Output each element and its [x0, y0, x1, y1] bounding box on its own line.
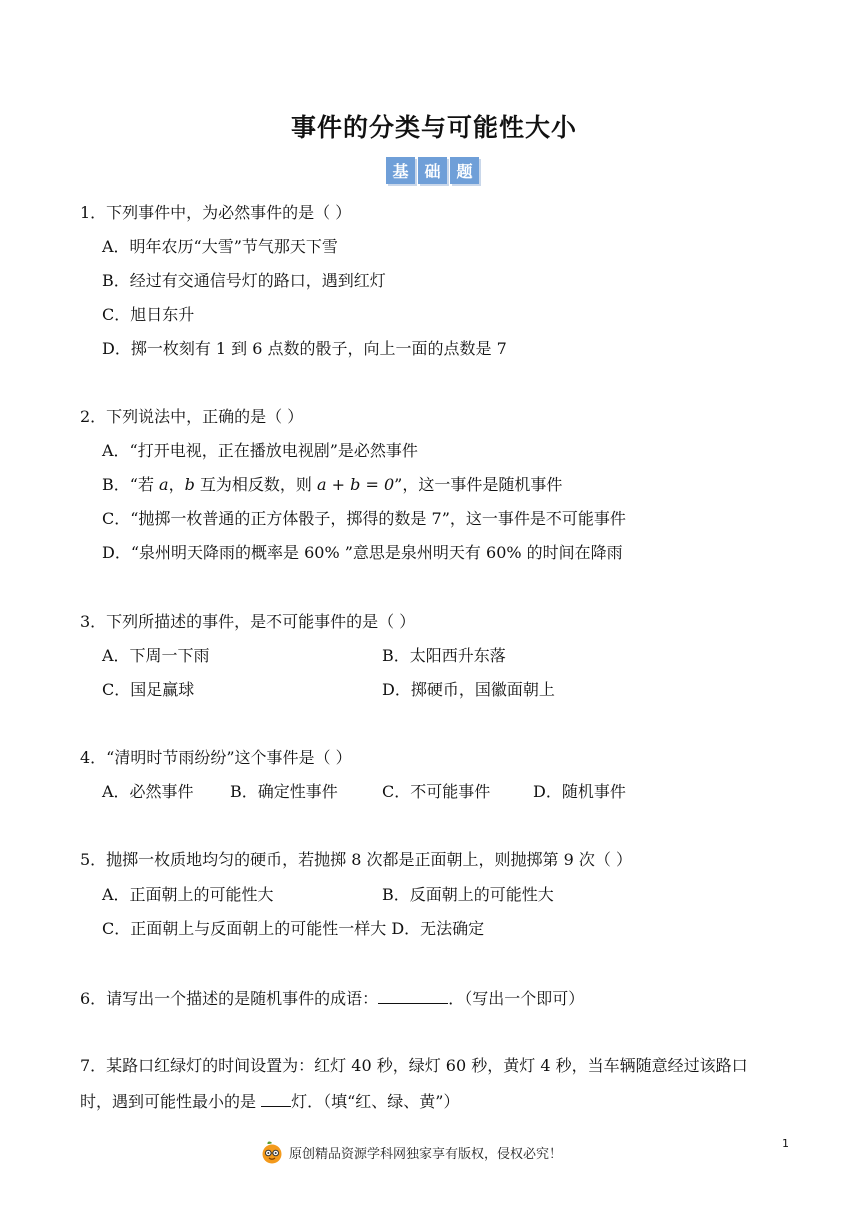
- question-6-text: 6．请写出一个描述的是随机事件的成语：: [80, 989, 379, 1008]
- question-1-option-d: D．掷一枚刻有 1 到 6 点数的骰子，向上一面的点数是 7: [102, 339, 507, 358]
- question-5-stem: 5．抛掷一枚质地均匀的硬币，若抛掷 8 次都是正面朝上，则抛掷第 9 次（ ）: [80, 850, 632, 869]
- page-title: 事件的分类与可能性大小: [290, 113, 577, 142]
- option-b-text-3: ”，这一事件是随机事件: [394, 475, 563, 494]
- section-badge-group: [386, 157, 479, 184]
- question-6: [80, 987, 584, 1009]
- question-2-option-b: [102, 475, 562, 495]
- question-4-option-c: C．不可能事件: [382, 782, 491, 801]
- option-b-comma: ，: [168, 475, 185, 494]
- question-1-option-c: C．旭日东升: [102, 305, 195, 324]
- question-6-text-end: ．（写出一个即可）: [448, 989, 585, 1008]
- question-1-option-a: A．明年农历“大雪”节气那天下雪: [102, 237, 338, 256]
- question-2-option-d: D．“泉州明天降雨的概率是 60% ”意思是泉州明天有 60% 的时间在降雨: [102, 543, 623, 562]
- question-4-stem: 4．“清明时节雨纷纷”这个事件是（ ）: [80, 748, 352, 767]
- question-7-text: 时，遇到可能性最小的是: [80, 1092, 262, 1111]
- variable-b: b: [184, 475, 195, 494]
- answer-blank[interactable]: [378, 987, 448, 1004]
- footer: [260, 1140, 562, 1164]
- question-4-option-a: A．必然事件: [102, 782, 194, 801]
- question-5-option-a: A．正面朝上的可能性大: [102, 885, 274, 904]
- question-1-stem: 1．下列事件中，为必然事件的是（ ）: [80, 203, 352, 222]
- question-7-line-2: [80, 1090, 459, 1112]
- question-4-option-d: D．随机事件: [533, 782, 626, 801]
- question-1-option-b: B．经过有交通信号灯的路口，遇到红灯: [102, 271, 386, 290]
- option-b-text-1: B．“若: [102, 475, 160, 494]
- orange-logo-icon: [260, 1140, 284, 1164]
- equation: a + b = 0: [317, 475, 395, 494]
- footer-copyright: 原创精品资源学科网独家享有版权，侵权必究！: [289, 1146, 563, 1162]
- question-2-option-c: C．“抛掷一枚普通的正方体骰子，掷得的数是 7”，这一事件是不可能事件: [102, 509, 626, 528]
- section-badge: 础: [418, 157, 447, 184]
- question-5-option-b: B．反面朝上的可能性大: [382, 885, 554, 904]
- question-7-text-end: 灯．（填“红、绿、黄”）: [291, 1092, 460, 1111]
- section-badge: 基: [386, 157, 415, 184]
- question-3-stem: 3．下列所描述的事件，是不可能事件的是（ ）: [80, 612, 416, 631]
- question-4-option-b: B．确定性事件: [230, 782, 338, 801]
- question-3-option-d: D．掷硬币，国徽面朝上: [382, 680, 555, 699]
- question-5-option-c-d: C．正面朝上与反面朝上的可能性一样大 D．无法确定: [102, 919, 485, 938]
- question-2-stem: 2．下列说法中，正确的是（ ）: [80, 407, 304, 426]
- page-number: 1: [782, 1137, 789, 1150]
- question-7-line-1: 7．某路口红绿灯的时间设置为：红灯 40 秒，绿灯 60 秒，黄灯 4 秒，当车辆随意经过该路口: [80, 1056, 748, 1075]
- question-3-option-b: B．太阳西升东落: [382, 646, 506, 665]
- question-2-option-a: A．“打开电视，正在播放电视剧”是必然事件: [102, 441, 418, 460]
- answer-blank[interactable]: [261, 1090, 291, 1107]
- variable-a: a: [159, 475, 169, 494]
- section-badge: 题: [450, 157, 479, 184]
- question-3-option-c: C．国足赢球: [102, 680, 195, 699]
- question-3-option-a: A．下周一下雨: [102, 646, 210, 665]
- option-b-text-2: 互为相反数，则: [194, 475, 318, 494]
